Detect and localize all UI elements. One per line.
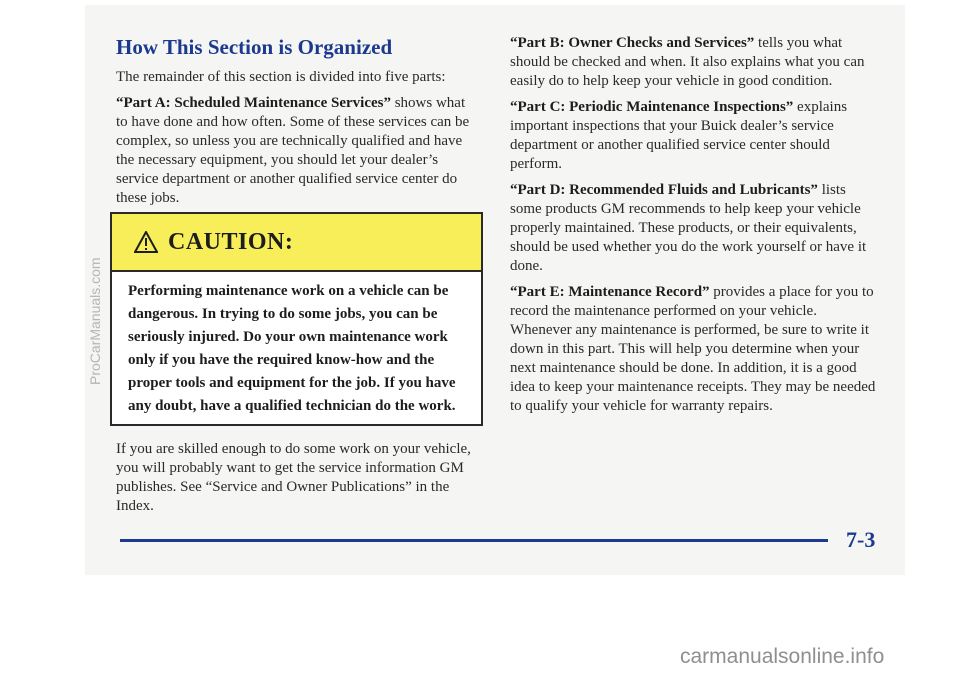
side-watermark: ProCarManuals.com [87,257,103,385]
part-e-title: “Part E: Maintenance Record” [510,284,710,300]
part-c-title: “Part C: Periodic Maintenance Inspections” [510,99,794,115]
left-column [116,34,478,215]
warning-triangle-icon [134,231,158,253]
after-caution-paragraph: If you are skilled enough to do some work on your vehicle, you will probably want to get the service information GM publishes. See “Service and Owner Publications” in the Index. [116,441,471,514]
part-c-body: explains important inspections that your Buick dealer’s service department or another qualified service center should perform. [510,99,848,172]
part-d-paragraph [510,181,880,276]
part-e-paragraph [510,283,880,416]
part-d-body: lists some products GM recommends to help keep your vehicle properly maintained. These products, or their equivalents, should be used whether you do the work yourself or have it done. [510,182,867,274]
right-column [510,34,880,423]
part-a-body: shows what to have done and how often. Some of these services can be complex, so unless you are technically qualified and have the necessary equipment, you should let your dealer’s service department or another qualified service center do these jobs. [116,95,470,206]
part-e-body: provides a place for you to record the maintenance performed on your vehicle. Whenever any maintenance is performed, be sure to write it down in this part. This will help you determine when your next maintenance should be done. In addition, it is a good idea to keep your maintenance receipts. They may be needed to qualify your vehicle for warranty repairs. [510,284,876,414]
page-number: 7-3 [846,527,876,552]
intro-paragraph: The remainder of this section is divided into five parts: [116,69,446,85]
bottom-watermark: carmanualsonline.info [680,645,885,668]
part-c-paragraph [510,98,880,174]
footer-rule [120,539,828,542]
part-b-title: “Part B: Owner Checks and Services” [510,35,755,51]
caution-header [112,214,481,272]
caution-title: CAUTION: [168,228,294,255]
caution-box [110,212,483,426]
caution-text: Performing maintenance work on a vehicle can be dangerous. In trying to do some jobs, you can be seriously injured. Do your own maintenance work only if you have the required know-how and the proper tools and equipment for the job. If you have any doubt, have a qualified technician do the work. [128,283,456,414]
part-a-title: “Part A: Scheduled Maintenance Services” [116,95,391,111]
section-heading: How This Section is Organized [116,35,393,59]
part-a-paragraph [116,94,478,208]
part-d-title: “Part D: Recommended Fluids and Lubricants” [510,182,818,198]
part-b-body: tells you what should be checked and when. It also explains what you can easily do to help keep your vehicle in good condition. [510,35,865,89]
part-b-paragraph [510,34,880,91]
